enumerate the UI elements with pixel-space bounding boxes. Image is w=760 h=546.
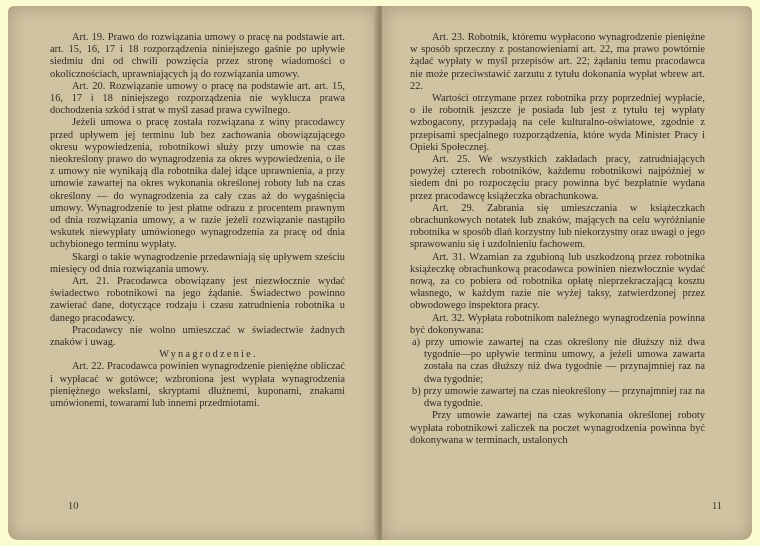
paragraph-art-22: Art. 22. Pracodawca powinien wynagrodzenie pieniężne obliczać i wypłacać w gotówce; wzbroniona jest wypłata wynagrodzenia pieniężnego wekslami, skryptami dłużnemi, kuponami, znakami umówionemi, towarami lub innemi przedmiotami. (50, 361, 345, 410)
right-page (382, 6, 752, 540)
page-number-left: 10 (68, 501, 79, 512)
paragraph-art-32: Art. 32. Wypłata robotnikom należnego wynagrodzenia powinna być dokonywana: (410, 312, 705, 336)
paragraph-certificate-marks: Pracodawcy nie wolno umieszczać w świadectwie żadnych znaków i uwag. (50, 324, 345, 349)
paragraph-art-20: Art. 20. Rozwiązanie umowy o pracę na podstawie art. art. 15, 16, 17 i 18 niniejszego rozporządzenia nie wyklucza prawa dochodzenia szkód i strat w myśl zasad prawa cywilnego. (50, 80, 345, 117)
list-item-a: a) przy umowie zawartej na czas określony nie dłuższy niż dwa tygodnie—po upływie terminu umowy, a jeżeli umowa zawarta została na czas dłuższy niż dwa tygodnie — przynajmniej raz na dwa tygodnie; (412, 337, 705, 385)
paragraph-art-29: Art. 29. Zabrania się umieszczania w książeczkach obrachunkowych notatek lub znaków, mających na celu wyróżnianie robotnika w sposób dlań korzystny lub niekorzystny oraz uwagi o jego sprawowaniu się i uzdolnieniu fachowem. (410, 202, 705, 251)
list-item-b: b) przy umowie zawartej na czas nieokreślony — przynajmniej raz na dwa tygodnie. (412, 385, 705, 410)
section-heading: Wynagrodzenie. (159, 349, 258, 361)
page-number-right: 11 (712, 501, 723, 512)
book-spread (8, 6, 752, 540)
left-page-text (50, 32, 345, 410)
right-page-text (410, 32, 705, 447)
paragraph-advance-payments: Przy umowie zawartej na czas wykonania określonej roboty wypłata robotnikowi zaliczek na poczet wynagrodzenia powinna być dokonywana w terminach, ustalonych (410, 410, 705, 446)
paragraph-art-23: Art. 23. Robotnik, któremu wypłacono wynagrodzenie pieniężne w sposób sprzeczny z postanowieniami art. 22, ma prawo powtórnie żądać wypłaty w myśl przepisów art. 22; żądaniu temu pracodawca nie może przeciwstawić zarzutu z tytułu dokonania wypłat wbrew art. 22. (410, 32, 705, 92)
paragraph-wrongful-termination: Jeżeli umowa o pracę została rozwiązana z winy pracodawcy przed upływem jej terminu lub bez zachowania obowiązującego okresu wypowiedzenia, robotnikowi służy przy umowie na czas nieokreślony prawo do wynagrodzenia za okres wypowiedzenia, o ile z umowy nie wynikają dla robotnika dalej idące uprawnienia, a przy umowie zawartej na okres wykonania określonej roboty lub na czas określony — do wynagrodzenia za cały czas aż do wygaśnięcia umowy. Wynagrodzenie to jest płatne odrazu z procentem prawnym od dnia rozwiązania umowy, a w razie jeżeli rozwiązanie nastąpiło wskutek niewypłaty umówionego wynagrodzenia za pracę od dnia uchybionego terminu wypłaty. (50, 117, 345, 251)
paragraph-claims-limitation: Skargi o takie wynagrodzenie przedawniają się upływem sześciu miesięcy od dnia rozwiązania umowy. (50, 251, 345, 275)
payment-terms-list (410, 337, 705, 410)
paragraph-art-19: Art. 19. Prawo do rozwiązania umowy o pracę na podstawie art. art. 15, 16, 17 i 18 rozporządzenia niniejszego gaśnie po upływie siedmiu dni od chwili powzięcia przez stronę wiadomości o okolicznościach, uprawniających ją do rozwiązania umowy. (50, 32, 345, 80)
paragraph-art-21: Art. 21. Pracodawca obowiązany jest niezwłocznie wydać świadectwo robotnikowi na jego żądanie. Świadectwo powinno zawierać dane, dotyczące rodzaju i czasu zatrudnienia robotnika u danego pracodawcy. (50, 276, 345, 324)
paragraph-art-25: Art. 25. We wszystkich zakładach pracy, zatrudniających powyżej czterech robotników, każdemu robotnikowi najpóźniej w siedem dni po rozpoczęciu pracy powinna być bezpłatnie wydana przez pracodawcę książeczka obrachunkowa. (410, 154, 705, 202)
paragraph-values-received: Wartości otrzymane przez robotnika przy poprzedniej wypłacie, o ile robotnik jeszcze je posiada lub jest z tytułu tej wypłaty wzbogacony, przypadają na cele kulturalno-oświatowe, zgodnie z przepisami specjalnego rozporządzenia, które wyda Minister Pracy i Opieki Społecznej. (410, 93, 705, 153)
left-page (8, 6, 378, 540)
paragraph-art-31: Art. 31. Wzamian za zgubioną lub uszkodzoną przez robotnika książeczkę obrachunkową pracodawca powinien niezwłocznie wydać nową, za co pobiera od robotnika opłatę nieprzekraczającą kosztu własnego, w każdym razie nie wyżej taksy, zatwierdzonej przez obwodowego inspektora pracy. (410, 251, 705, 312)
